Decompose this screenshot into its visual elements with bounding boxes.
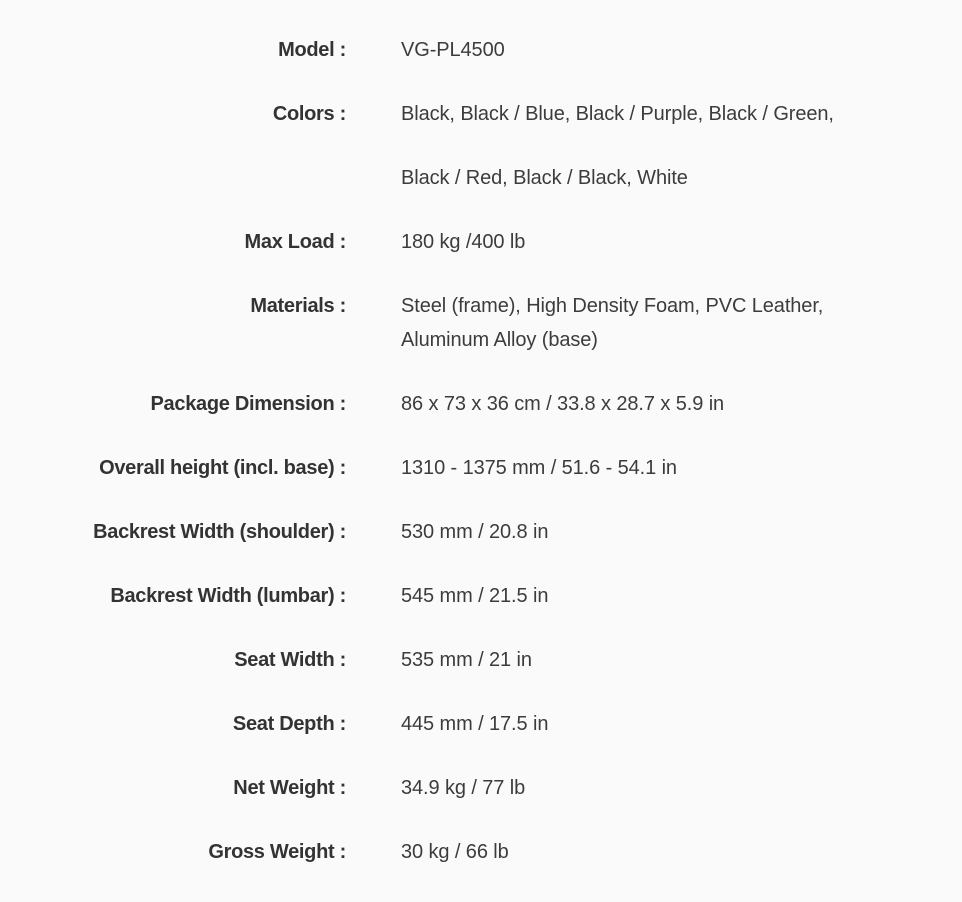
spec-label-seat-depth: Seat Depth :	[232, 713, 346, 735]
spec-label-max-load: Max Load :	[244, 231, 346, 253]
spec-value-seat-depth: 445 mm / 17.5 in	[401, 713, 549, 735]
spec-value-model: VG-PL4500	[401, 39, 505, 61]
spec-value-backrest-width-lumbar: 545 mm / 21.5 in	[401, 585, 549, 607]
spec-label-net-weight: Net Weight :	[233, 777, 346, 799]
spec-value-max-load: 180 kg /400 lb	[401, 231, 526, 253]
spec-label-model: Model :	[278, 39, 346, 61]
spec-value-colors	[401, 97, 921, 195]
spec-label-gross-weight: Gross Weight :	[208, 841, 346, 863]
spec-label-backrest-width-lumbar: Backrest Width (lumbar) :	[110, 585, 346, 607]
spec-value-colors-line-1: Black, Black / Blue, Black / Purple, Black / Green,	[401, 103, 834, 125]
spec-value-materials	[401, 289, 921, 357]
spec-label-materials: Materials :	[250, 295, 346, 317]
spec-label-overall-height: Overall height (incl. base) :	[99, 457, 346, 479]
spec-value-backrest-width-shoulder: 530 mm / 20.8 in	[401, 521, 549, 543]
spec-value-gross-weight: 30 kg / 66 lb	[401, 841, 509, 863]
spec-label-colors: Colors :	[272, 103, 346, 125]
spec-value-overall-height: 1310 - 1375 mm / 51.6 - 54.1 in	[401, 457, 677, 479]
spec-value-net-weight: 34.9 kg / 77 lb	[401, 777, 526, 799]
spec-label-backrest-width-shoulder: Backrest Width (shoulder) :	[93, 521, 346, 543]
spec-label-seat-width: Seat Width :	[234, 649, 346, 671]
spec-value-seat-width: 535 mm / 21 in	[401, 649, 532, 671]
spec-value-materials-line-1: Steel (frame), High Density Foam, PVC Leather,	[401, 295, 824, 317]
spec-value-colors-line-2: Black / Red, Black / Black, White	[401, 167, 688, 189]
spec-label-package-dimension: Package Dimension :	[150, 393, 346, 415]
spec-value-materials-line-2: Aluminum Alloy (base)	[401, 329, 598, 351]
spec-value-package-dimension: 86 x 73 x 36 cm / 33.8 x 28.7 x 5.9 in	[401, 393, 725, 415]
